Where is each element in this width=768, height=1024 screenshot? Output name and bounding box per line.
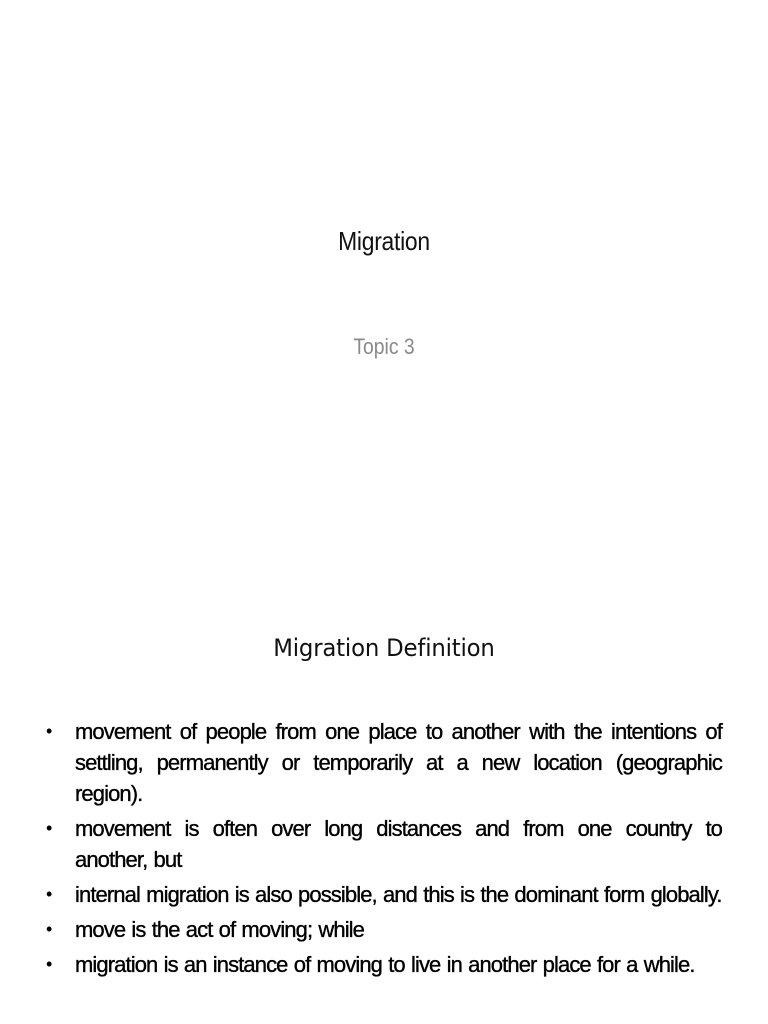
bullet-list xyxy=(46,716,722,984)
bullet-item xyxy=(46,914,722,945)
bullet-text: movement of people from one place to another with the intentions of settling, permanently or temporarily at a new location (geographic region). xyxy=(75,719,722,806)
bullet-dot-icon: • xyxy=(46,884,52,904)
bullet-dot-icon: • xyxy=(46,818,52,838)
bullet-text: internal migration is also possible, and this is the dominant form globally. xyxy=(75,882,722,907)
bullet-dot-icon: • xyxy=(46,721,52,741)
bullet-text: movement is often over long distances and from one country to another, but xyxy=(75,816,722,872)
bullet-text: move is the act of moving; while xyxy=(75,917,365,942)
definition-title: Migration Definition xyxy=(273,634,495,662)
bullet-item xyxy=(46,813,722,875)
bullet-item xyxy=(46,949,722,980)
bullet-item xyxy=(46,879,722,910)
bullet-item xyxy=(46,716,722,809)
bullet-text: migration is an instance of moving to live in another place for a while. xyxy=(75,952,695,977)
bullet-dot-icon: • xyxy=(46,954,52,974)
slide-subtitle: Topic 3 xyxy=(353,334,415,359)
slide-title: Migration xyxy=(338,226,430,256)
definition-slide xyxy=(0,576,768,1024)
bullet-dot-icon: • xyxy=(46,919,52,939)
